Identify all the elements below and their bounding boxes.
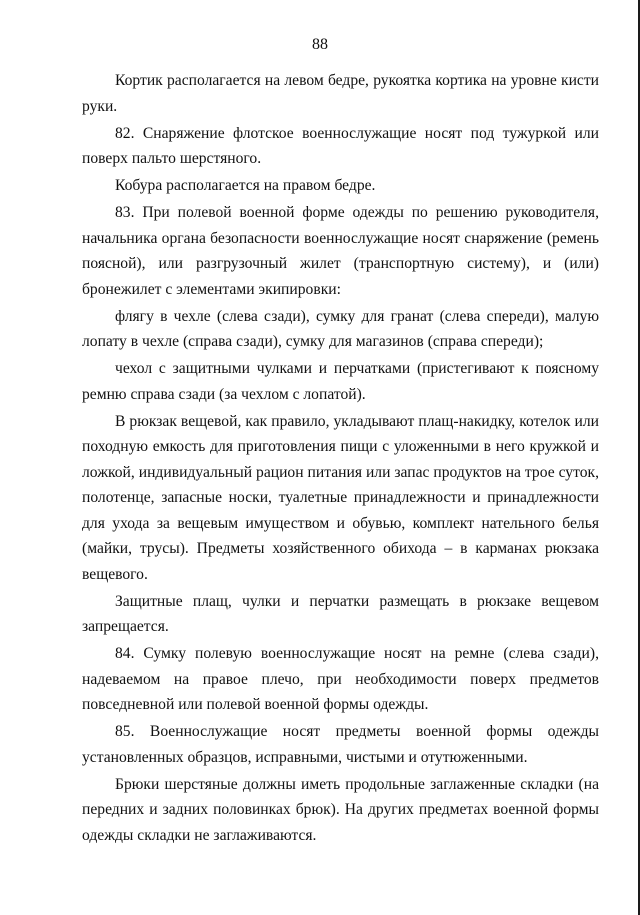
paragraph-equipment-items: флягу в чехле (слева сзади), сумку для гранат (слева спереди), малую лопату в чехле (справа сзади), сумку для магазинов (справа спереди); (82, 307, 599, 350)
paragraph-83: 83. При полевой военной форме одежды по решению руководителя, начальника органа безопасности военнослужащие носят снаряжение (ремень поясной), или разгрузочный жилет (транспортную систему), и (или) бронежилет с элементами экипировки: (82, 204, 599, 298)
page-number: 88 (312, 36, 328, 53)
paragraph-protective-case: чехол с защитными чулками и перчатками (пристегивают к поясному ремню справа сзади (за чехлом с лопатой). (82, 360, 599, 403)
paragraph-dirk-placement: Кортик располагается на левом бедре, рукоятка кортика на уровне кисти руки. (82, 72, 599, 115)
body-text (82, 68, 599, 850)
paragraph-82: 82. Снаряжение флотское военнослужащие носят под тужуркой или поверх пальто шерстяного. (82, 124, 599, 167)
paragraph-85: 85. Военнослужащие носят предметы военной формы одежды установленных образцов, исправными, чистыми и отутюженными. (82, 723, 599, 766)
paragraph-trousers-creases: Брюки шерстяные должны иметь продольные заглаженные складки (на передних и задних половинках брюк). На других предметах военной формы одежды складки не заглаживаются. (82, 775, 599, 844)
paragraph-holster-placement: Кобура располагается на правом бедре. (115, 177, 376, 194)
paragraph-backpack-contents: В рюкзак вещевой, как правило, укладывают плащ-накидку, котелок или походную емкость для приготовления пищи с уложенными в него кружкой и ложкой, индивидуальный рацион питания или запас продуктов на трое суток, полотенце, запасные носки, туалетные принадлежности и принадлежности для ухода за вещевым имуществом и обувью, комплект нательного белья (майки, трусы). Предметы хозяйственного обихода – в карманах рюкзака вещевого. (82, 412, 599, 583)
paragraph-84: 84. Сумку полевую военнослужащие носят на ремне (слева сзади), надеваемом на правое плечо, при необходимости поверх предметов повседневной или полевой военной формы одежды. (82, 645, 599, 713)
paragraph-backpack-prohibition: Защитные плащ, чулки и перчатки размещать в рюкзаке вещевом запрещается. (82, 592, 599, 635)
